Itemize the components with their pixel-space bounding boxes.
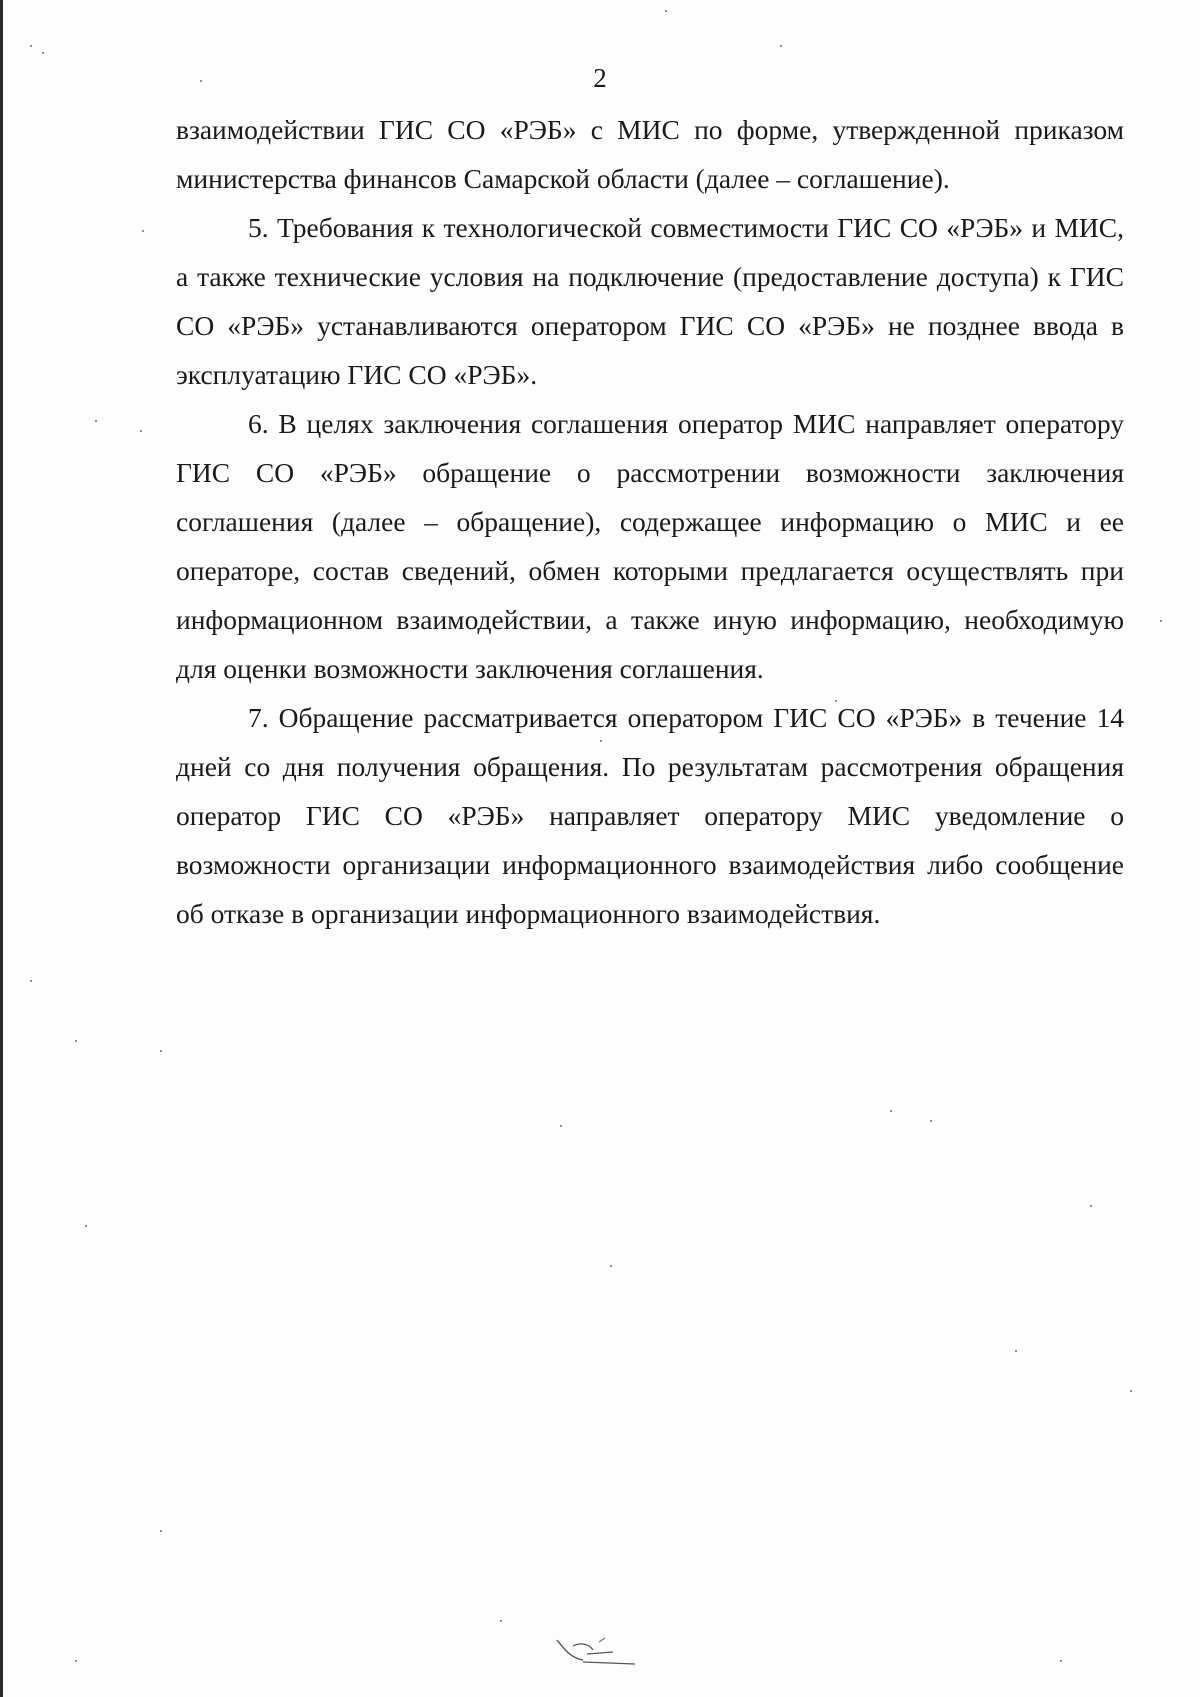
scan-left-edge bbox=[0, 0, 3, 1697]
paragraph-item-6: 6. В целях заключения соглашения оператор МИС направляет оператору ГИС СО «РЭБ» обращение о рассмотрении возможности заключения соглашения (далее – обращение), содержащее информацию о МИС и ее операторе, состав сведений, обмен которыми предлагается осуществлять при информационном взаимодействии, а также иную информацию, необходимую для оценки возможности заключения соглашения. bbox=[176, 408, 1124, 684]
document-body bbox=[176, 105, 1124, 938]
paragraph-item-7: 7. Обращение рассматривается оператором ГИС СО «РЭБ» в течение 14 дней со дня получения обращения. По результатам рассмотрения обращения оператор ГИС СО «РЭБ» направляет оператору МИС уведомление о возможности организации информационного взаимодействия либо сообщение об отказе в организации информационного взаимодействия. bbox=[176, 702, 1124, 929]
paragraph-item-5: 5. Требования к технологической совместимости ГИС СО «РЭБ» и МИС, а также технические условия на подключение (предоставление доступа) к ГИС СО «РЭБ» устанавливаются оператором ГИС СО «РЭБ» не позднее ввода в эксплуатацию ГИС СО «РЭБ». bbox=[176, 212, 1124, 390]
scan-artifact-mark bbox=[553, 1632, 643, 1672]
paragraph-continuation: взаимодействии ГИС СО «РЭБ» с МИС по форме, утвержденной приказом министерства финансов Самарской области (далее – соглашение). bbox=[176, 114, 1124, 194]
page-number: 2 bbox=[593, 63, 607, 93]
